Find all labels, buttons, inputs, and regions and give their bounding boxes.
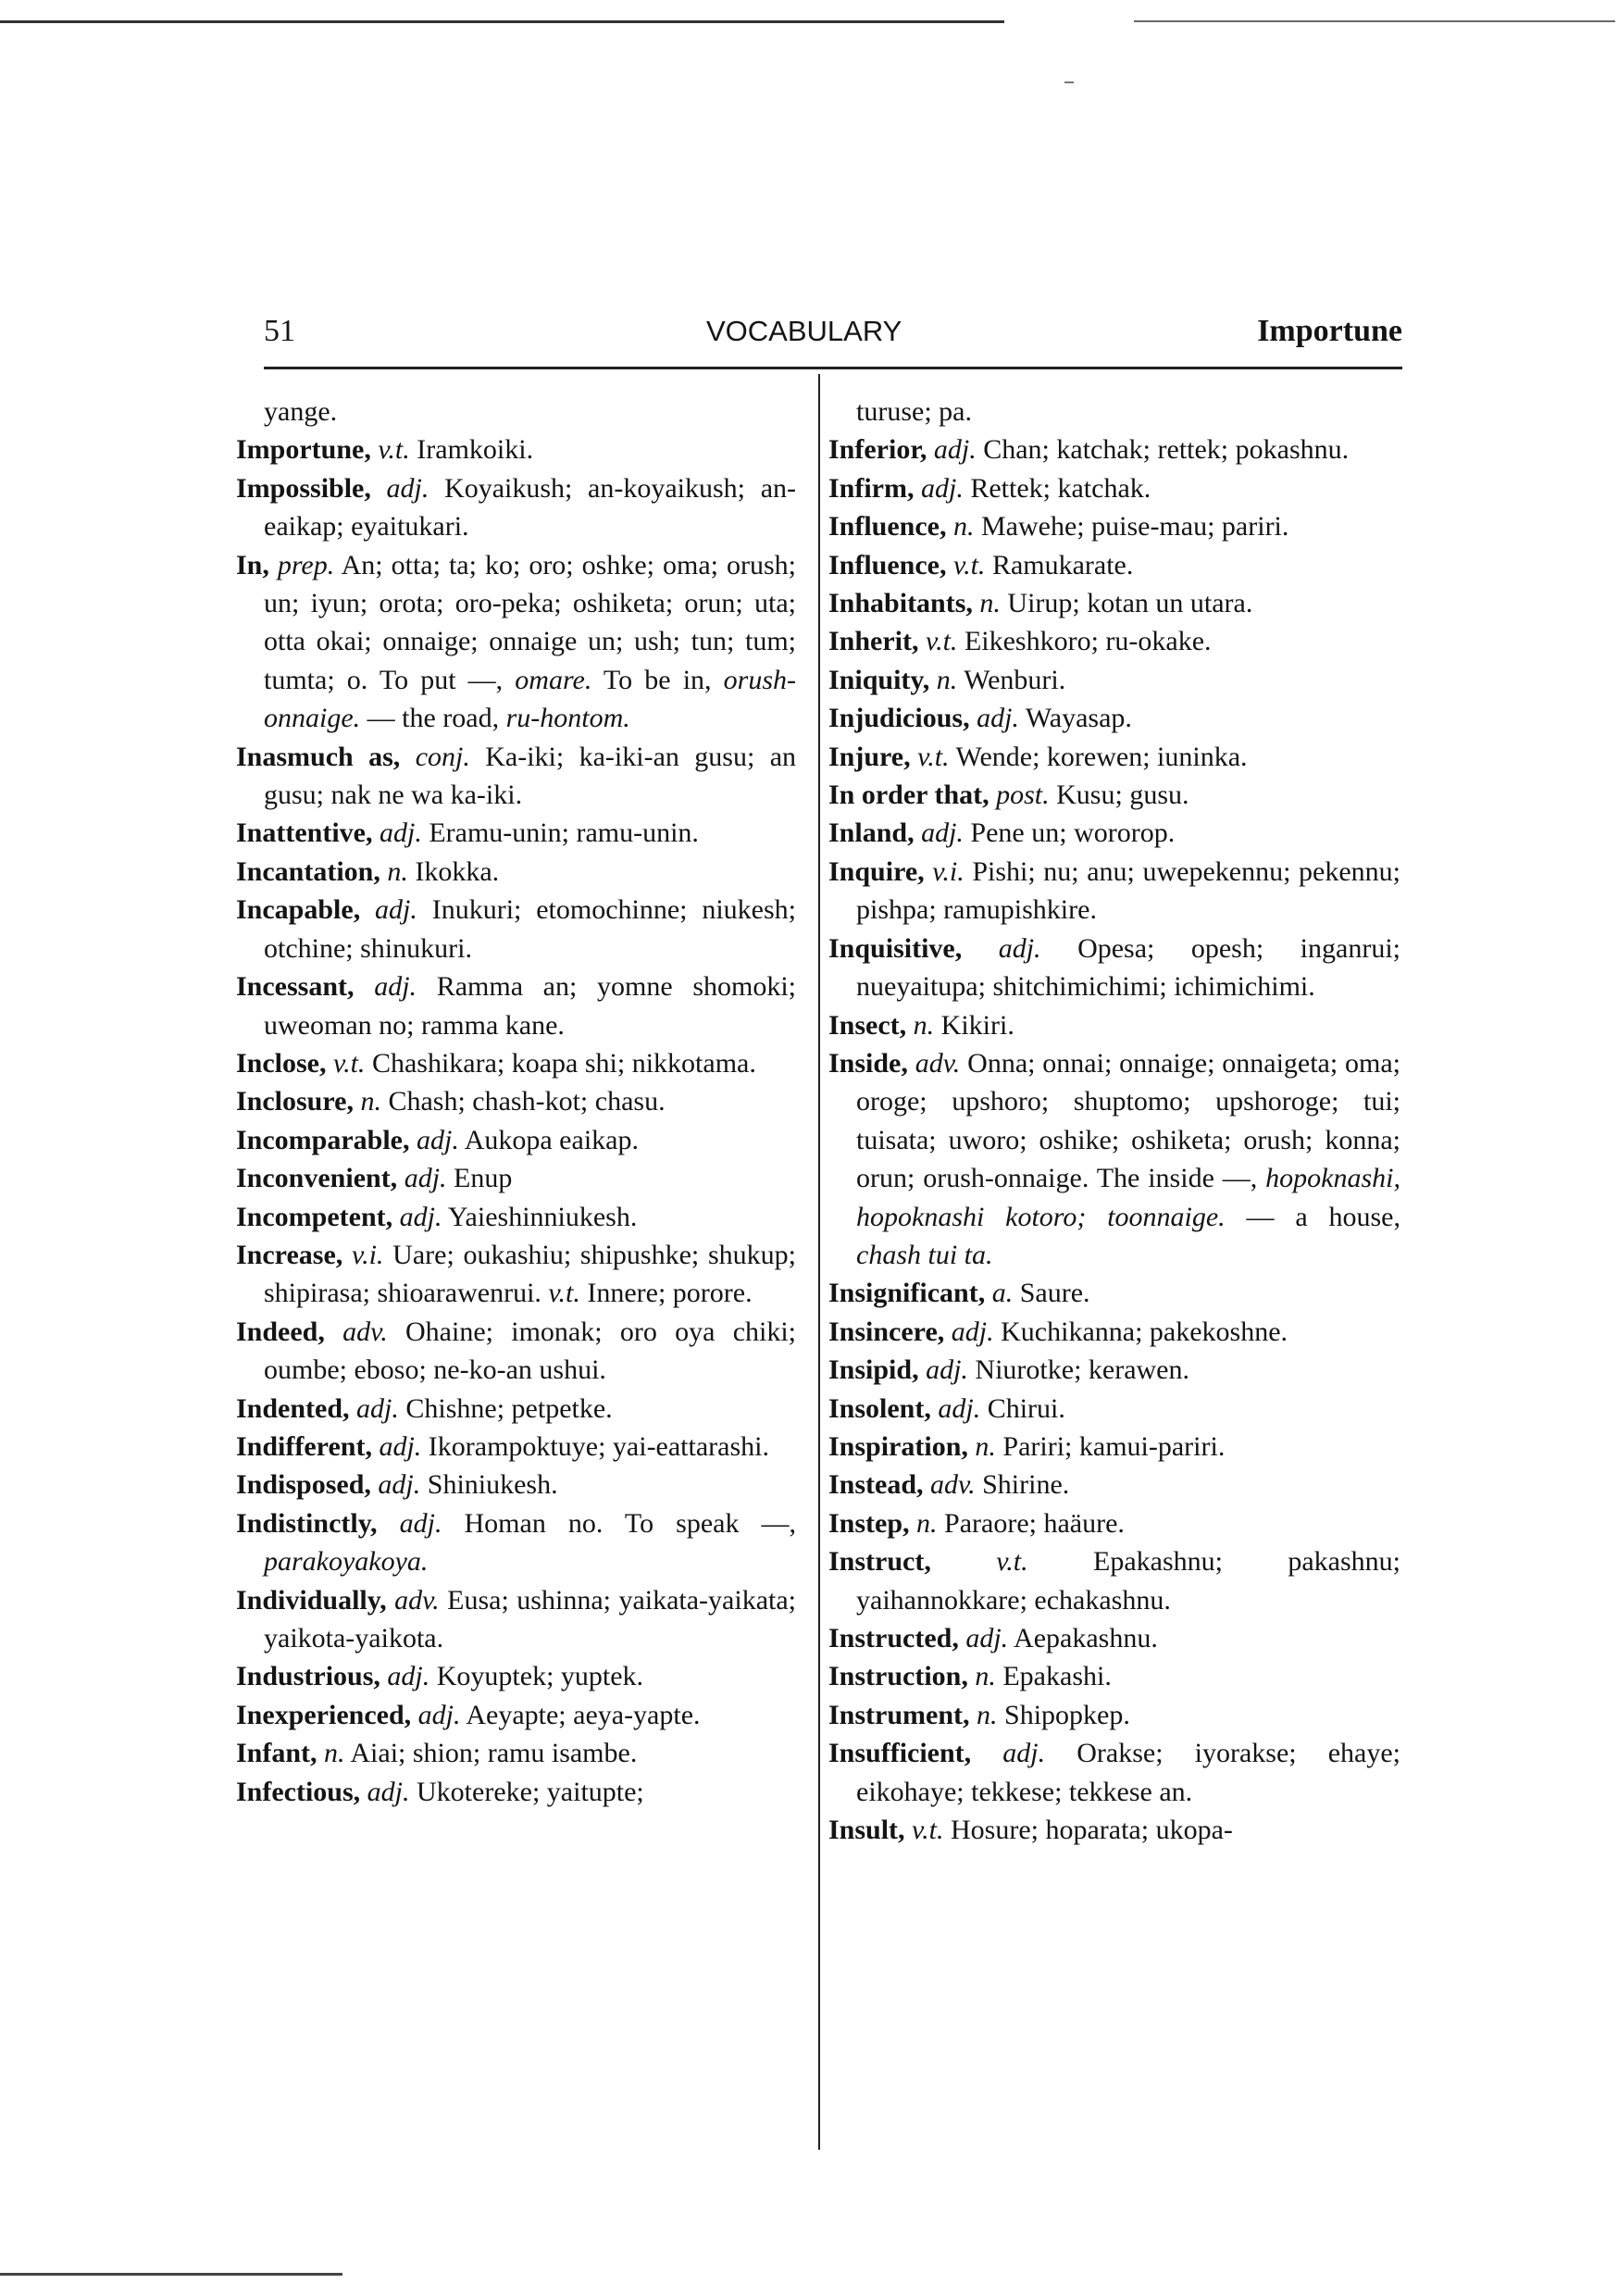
entry-translation: Ramma an; yomne shomoki; uweoman no; ramma kane. <box>264 971 797 1041</box>
entry-translation: Eusa; ushinna; yaikata-yaikata; yaikota-yaikota. <box>264 1584 797 1653</box>
scan-edge-rule <box>0 2273 342 2276</box>
entry-part-of-speech: adv. <box>394 1584 440 1616</box>
entry-part-of-speech: post. <box>996 780 1050 811</box>
dictionary-entry <box>828 738 1400 776</box>
entry-part-of-speech: adj. <box>375 894 417 926</box>
entry-translation: Inukuri; etomochinne; niukesh; otchine; shinukuri. <box>264 894 797 964</box>
dictionary-entry <box>236 1428 796 1466</box>
entry-translation: Mawehe; puise-mau; pariri. <box>981 511 1289 543</box>
entry-headword: Instruct, <box>828 1546 931 1578</box>
dictionary-entry <box>828 1696 1400 1734</box>
dictionary-entry <box>828 853 1400 930</box>
entry-translation: Homan no. <box>464 1507 604 1539</box>
dictionary-entry <box>828 814 1400 852</box>
dictionary-entry <box>236 814 796 852</box>
entry-translation: Opesa; opesh; inganrui; nueyaitupa; shitchimichimi; ichimichimi. <box>856 932 1400 1003</box>
entry-translation: Wenburi. <box>964 664 1066 695</box>
page-header <box>264 309 1402 354</box>
entry-headword: Inhabitants, <box>828 588 973 619</box>
entry-part-of-speech: n. <box>979 588 1001 619</box>
entry-headword: Insignificant, <box>828 1278 986 1309</box>
entry-translation: Shipopkep. <box>1004 1699 1130 1730</box>
dictionary-entry <box>236 469 796 546</box>
entry-part-of-speech: n. <box>387 855 408 887</box>
entry-translation: Kusu; gusu. <box>1056 780 1189 811</box>
entry-part-of-speech: n. <box>916 1507 938 1539</box>
dictionary-entry <box>236 1657 796 1695</box>
dictionary-entry <box>828 1657 1400 1695</box>
entry-headword: Increase, <box>236 1239 343 1270</box>
entry-part-of-speech: n. <box>975 1661 996 1692</box>
dictionary-entry <box>236 1504 796 1581</box>
dictionary-entry <box>236 891 796 967</box>
entry-part-of-speech: adj. <box>417 1124 459 1155</box>
entry-part-of-speech: adj. <box>977 703 1019 734</box>
entry-part-of-speech: v.t. <box>953 549 986 580</box>
entry-translation: Kuchikanna; pakekoshne. <box>1001 1316 1288 1347</box>
entry-phrase-translation: ru-hontom. <box>505 703 630 734</box>
entry-headword: Insipid, <box>828 1354 919 1386</box>
dictionary-entry <box>828 1542 1400 1619</box>
entry-headword: Inquisitive, <box>828 932 963 964</box>
entry-part-of-speech: v.t. <box>996 1546 1028 1578</box>
entry-headword: Insufficient, <box>828 1738 972 1769</box>
entry-headword: Indifferent, <box>236 1430 372 1462</box>
entry-part-of-speech: adj. <box>386 472 429 504</box>
entry-part-of-speech: prep. <box>277 549 335 580</box>
scan-speck <box>1064 81 1074 83</box>
scan-edge-rule <box>0 20 1004 23</box>
entry-translation: Ohaine; imonak; oro oya chiki; oumbe; eboso; ne-ko-an ushui. <box>264 1316 797 1386</box>
entry-part-of-speech: adj. <box>399 1507 442 1539</box>
entry-phrase-text: — a house, <box>1225 1201 1400 1232</box>
entry-part-of-speech: v.i. <box>352 1239 384 1270</box>
entry-phrase-text: The inside —, <box>1089 1163 1266 1194</box>
entry-part-of-speech: n. <box>936 664 958 695</box>
entry-part-of-speech: adj. <box>951 1316 994 1347</box>
entry-phrase-text: To put —, <box>367 664 516 695</box>
dictionary-entry <box>828 507 1400 545</box>
entry-translation: Wayasap. <box>1025 703 1132 734</box>
dictionary-entry <box>828 1313 1400 1351</box>
entry-translation: Uare; oukashiu; shipushke; shukup; shipirasa; shioarawenrui. <box>264 1239 796 1309</box>
entry-part-of-speech: v.t. <box>333 1047 366 1079</box>
entry-part-of-speech: adj. <box>379 817 422 849</box>
entry-part-of-speech: adv. <box>915 1047 961 1079</box>
dictionary-entry <box>828 1390 1400 1428</box>
dictionary-entry <box>236 1313 796 1390</box>
entry-part-of-speech: adj. <box>965 1623 1009 1653</box>
entry-part-of-speech: v.i. <box>932 855 965 887</box>
dictionary-entry <box>828 1006 1400 1044</box>
entry-headword: Inferior, <box>828 434 927 466</box>
entry-headword: Influence, <box>828 511 947 543</box>
entry-headword: Insult, <box>828 1815 905 1846</box>
entry-headword: Individually, <box>236 1584 387 1616</box>
entry-headword: Injure, <box>828 741 911 772</box>
entry-headword: Incomparable, <box>236 1124 410 1155</box>
dictionary-entry <box>828 1351 1400 1389</box>
dictionary-entry <box>828 1044 1400 1274</box>
entry-translation: An; otta; ta; ko; oro; oshke; oma; orush; un; iyun; orota; oro-peka; oshiketa; orun; uta; otta okai; onnaige; onnaige un; ush; tun; tum; tumta; o. <box>264 549 796 695</box>
entry-part-of-speech: n. <box>975 1430 996 1462</box>
entry-translation: Eramu-unin; ramu-unin. <box>429 817 699 849</box>
entry-part-of-speech: conj. <box>415 741 470 772</box>
entry-part-of-speech: adj. <box>938 1392 981 1424</box>
entry-translation: Koyuptek; yuptek. <box>436 1661 644 1692</box>
entry-phrase-text: To speak —, <box>603 1507 797 1539</box>
dictionary-entry <box>236 1082 796 1120</box>
entry-phrase-translation: orush-onnaige. <box>264 664 797 734</box>
entry-translation: Eikeshkoro; ru-okake. <box>964 626 1212 657</box>
entry-phrase-text: Innere; porore. <box>579 1278 753 1309</box>
entry-translation: Iramkoiki. <box>417 434 534 466</box>
entry-part-of-speech: adj. <box>933 434 977 466</box>
entry-headword: Inattentive, <box>236 817 373 849</box>
entry-translation: Ukotereke; yaitupte; <box>417 1776 644 1807</box>
entry-translation: Enup <box>454 1163 513 1194</box>
entry-headword: Indistinctly, <box>236 1507 378 1539</box>
dictionary-entry <box>236 1696 796 1734</box>
dictionary-entry <box>828 622 1400 660</box>
entry-part-of-speech: adj. <box>404 1163 447 1194</box>
entry-translation: Wende; korewen; iuninka. <box>955 741 1248 772</box>
entry-part-of-speech: adv. <box>342 1316 388 1347</box>
entry-translation: Chirui. <box>987 1392 1065 1424</box>
dictionary-entry <box>236 853 796 891</box>
entry-translation: Orakse; iyorakse; ehaye; eikohaye; tekkese; tekkese an. <box>856 1738 1401 1807</box>
entry-part-of-speech: n. <box>953 511 975 543</box>
entry-headword: Indeed, <box>236 1316 325 1347</box>
entry-translation: Epakashnu; pakashnu; yaihannokkare; echakashnu. <box>856 1546 1401 1616</box>
entry-translation: Aiai; shion; ramu isambe. <box>350 1738 638 1769</box>
entry-headword: Inside, <box>828 1047 908 1079</box>
entry-part-of-speech: v.t. <box>912 1815 944 1846</box>
entry-part-of-speech: v.t. <box>378 434 410 466</box>
entry-part-of-speech: adj. <box>998 932 1041 964</box>
dictionary-entry <box>236 1581 796 1658</box>
dictionary-entry <box>236 546 796 738</box>
entry-part-of-speech: adv. <box>930 1469 976 1501</box>
entry-phrase-translation: parakoyakoya. <box>264 1546 429 1578</box>
entry-headword: Incapable, <box>236 894 361 926</box>
entry-part-of-speech: adj. <box>399 1201 442 1232</box>
entry-translation: Chishne; petpetke. <box>405 1392 613 1424</box>
entry-headword: Incompetent, <box>236 1201 393 1232</box>
entry-translation: Ka-iki; ka-iki-an gusu; an gusu; nak ne wa ka-iki. <box>264 741 797 811</box>
entry-headword: Instructed, <box>828 1623 959 1653</box>
entry-headword: Infirm, <box>828 472 915 504</box>
entry-part-of-speech: adj. <box>921 817 964 849</box>
entry-headword: In, <box>236 549 269 580</box>
dictionary-entry <box>828 776 1400 814</box>
entry-part-of-speech: n. <box>977 1699 998 1730</box>
entry-headword: Inherit, <box>828 626 919 657</box>
entry-translation: Pene un; wororop. <box>970 817 1176 849</box>
dictionary-entry <box>236 430 796 468</box>
entry-part-of-speech: adj. <box>367 1776 410 1807</box>
entry-headword: Indisposed, <box>236 1469 371 1501</box>
entry-part-of-speech: adj. <box>926 1354 968 1386</box>
dictionary-entry <box>828 661 1400 699</box>
entry-headword: Inspiration, <box>828 1430 968 1462</box>
entry-continuation: turuse; pa. <box>856 396 972 427</box>
entry-headword: Inexperienced, <box>236 1699 412 1730</box>
right-column <box>828 393 1400 1849</box>
entry-part-of-speech: adj. <box>379 1430 422 1462</box>
entry-translation: Rettek; katchak. <box>970 472 1151 504</box>
entry-part-of-speech: n. <box>324 1738 345 1769</box>
entry-headword: Insect, <box>828 1009 907 1041</box>
entry-phrase-translation: chash tui ta. <box>856 1239 993 1270</box>
entry-headword: Industrious, <box>236 1661 380 1692</box>
entry-phrase-translation: omare. <box>515 664 592 695</box>
entry-headword: Inclose, <box>236 1047 327 1079</box>
dictionary-entry <box>236 1236 796 1313</box>
dictionary-entry <box>828 1619 1400 1657</box>
entry-part-of-speech: adj. <box>387 1661 430 1692</box>
entry-headword: Influence, <box>828 549 947 580</box>
entry-part-of-speech: adj. <box>378 1469 421 1501</box>
entry-translation: Aepakashnu. <box>1014 1623 1158 1653</box>
scan-edge-rule <box>1134 20 1615 22</box>
dictionary-entry <box>236 1466 796 1504</box>
entry-headword: Importune, <box>236 434 371 466</box>
entry-phrase-text: — the road, <box>360 703 506 734</box>
page-number: 51 <box>264 314 295 348</box>
entry-phrase-translation: v.t. <box>548 1278 580 1309</box>
dictionary-entry <box>828 930 1400 1006</box>
entry-part-of-speech: n. <box>360 1086 381 1117</box>
dictionary-entry <box>828 1734 1400 1811</box>
entry-part-of-speech: v.t. <box>917 741 950 772</box>
dictionary-entry <box>236 967 796 1044</box>
entry-part-of-speech: n. <box>913 1009 935 1041</box>
entry-translation: Paraore; haäure. <box>944 1507 1125 1539</box>
entry-headword: Inland, <box>828 817 915 849</box>
entry-part-of-speech: adj. <box>374 971 417 1003</box>
dictionary-entry <box>828 1504 1400 1542</box>
dictionary-entry <box>236 1198 796 1236</box>
left-column <box>236 393 796 1811</box>
column-divider <box>818 374 820 2150</box>
entry-headword: Insincere, <box>828 1316 945 1347</box>
entry-phrase-translation: hopoknashi, hopoknashi kotoro; toonnaige. <box>856 1163 1400 1232</box>
dictionary-entry <box>236 1121 796 1159</box>
entry-headword: Inquire, <box>828 855 925 887</box>
entry-headword: Impossible, <box>236 472 371 504</box>
dictionary-entry <box>236 1773 796 1811</box>
dictionary-entry <box>828 1811 1400 1849</box>
entry-part-of-speech: adj. <box>356 1392 399 1424</box>
entry-headword: Inasmuch as, <box>236 741 401 772</box>
dictionary-entry <box>236 1390 796 1428</box>
entry-translation: Ramukarate. <box>991 549 1134 580</box>
entry-part-of-speech: v.t. <box>926 626 958 657</box>
entry-translation: Chashikara; koapa shi; nikkotama. <box>371 1047 756 1079</box>
entry-headword: Incantation, <box>236 855 380 887</box>
running-title: VOCABULARY <box>706 315 902 347</box>
entry-translation: Aukopa eaikap. <box>464 1124 639 1155</box>
entry-part-of-speech: adj. <box>921 472 964 504</box>
entry-translation: Hosure; hoparata; ukopa- <box>950 1815 1233 1846</box>
dictionary-entry <box>828 699 1400 737</box>
entry-translation: Shiniukesh. <box>427 1469 558 1501</box>
dictionary-entry <box>828 546 1400 584</box>
dictionary-entry <box>236 1044 796 1082</box>
entry-headword: Inconvenient, <box>236 1163 398 1194</box>
dictionary-entry <box>828 430 1400 468</box>
entry-part-of-speech: a. <box>991 1278 1014 1309</box>
dictionary-entry <box>236 1734 796 1772</box>
entry-translation: Chan; katchak; rettek; pokashnu. <box>983 434 1350 466</box>
entry-headword: Instruction, <box>828 1661 968 1692</box>
entry-translation: Koyaikush; an-koyaikush; an-eaikap; eyaitukari. <box>264 472 796 543</box>
entry-headword: Incessant, <box>236 971 355 1003</box>
entry-translation: Kikiri. <box>940 1009 1014 1041</box>
entry-headword: In order that, <box>828 780 989 811</box>
entry-translation: Shirine. <box>982 1469 1070 1501</box>
entry-translation: Ikokka. <box>415 855 500 887</box>
entry-phrase-text: To be in, <box>591 664 724 695</box>
entry-headword: Iniquity, <box>828 664 930 695</box>
entry-headword: Infant, <box>236 1738 317 1769</box>
entry-headword: Infectious, <box>236 1776 361 1807</box>
entry-translation: Pishi; nu; anu; uwepekennu; pekennu; pishpa; ramupishkire. <box>856 855 1401 926</box>
running-head-word: Importune <box>1257 314 1402 348</box>
entry-headword: Insolent, <box>828 1392 931 1424</box>
dictionary-entry <box>828 584 1400 622</box>
entry-translation: Yaieshinniukesh. <box>447 1201 638 1232</box>
dictionary-entry <box>828 469 1400 507</box>
entry-headword: Indented, <box>236 1392 350 1424</box>
entry-headword: Instrument, <box>828 1699 970 1730</box>
entry-continuation: yange. <box>264 396 338 427</box>
entry-headword: Instead, <box>828 1469 924 1501</box>
entry-translation: Niurotke; kerawen. <box>975 1354 1189 1386</box>
entry-headword: Injudicious, <box>828 703 970 734</box>
entry-translation: Pariri; kamui-pariri. <box>1002 1430 1226 1462</box>
entry-translation: Saure. <box>1019 1278 1090 1309</box>
entry-translation: Uirup; kotan un utara. <box>1007 588 1253 619</box>
entry-translation: Onna; onnai; onnaige; onnaigeta; oma; oroge; upshoro; shuptomo; upshoroge; tui; tuisata; uworo; oshike; oshiketa; orush; konna; orun; orush-onnaige. <box>856 1047 1401 1194</box>
dictionary-entry <box>828 1274 1400 1312</box>
entry-part-of-speech: adj. <box>417 1699 461 1730</box>
entry-translation: Epakashi. <box>1002 1661 1112 1692</box>
entry-headword: Instep, <box>828 1507 910 1539</box>
entry-translation: Chash; chash-kot; chasu. <box>388 1086 666 1117</box>
dictionary-entry <box>236 738 796 815</box>
entry-headword: Inclosure, <box>236 1086 354 1117</box>
dictionary-entry <box>236 1159 796 1197</box>
entry-translation: Ikorampoktuye; yai-eattarashi. <box>428 1430 769 1462</box>
entry-translation: Aeyapte; aeya-yapte. <box>466 1699 701 1730</box>
dictionary-entry <box>828 1466 1400 1504</box>
entry-part-of-speech: adj. <box>1002 1738 1046 1769</box>
dictionary-entry <box>828 1428 1400 1466</box>
header-rule <box>264 367 1402 369</box>
